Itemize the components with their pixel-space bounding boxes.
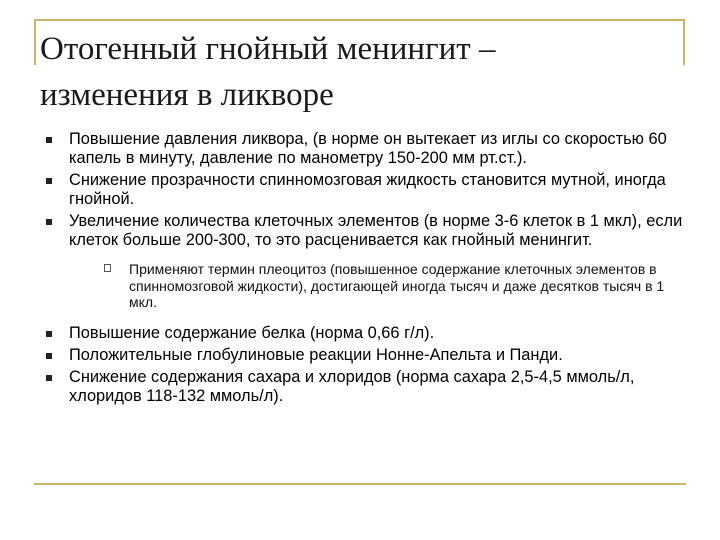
bullet-text: Увеличение количества клеточных элементов (в норме 3-6 клеток в 1 мкл), если клеток больше 200-300, то это расценивается как гнойный менингит. xyxy=(69,212,683,249)
bullet-item-pressure xyxy=(43,130,683,168)
bullet-text: Снижение содержания сахара и хлоридов (норма сахара 2,5-4,5 ммоль/л, хлоридов 118-132 ммоль/л). xyxy=(69,367,635,405)
bullet-item-transparency xyxy=(43,171,683,209)
square-bullet-icon xyxy=(46,219,52,225)
slide-title-line-1: Отогенный гнойный менингит – xyxy=(40,31,496,67)
bullet-text: Положительные глобулиновые реакции Нонне-Апельта и Панди. xyxy=(69,345,563,364)
square-bullet-icon xyxy=(46,137,52,143)
hollow-square-bullet-icon xyxy=(104,264,111,272)
bullet-text: Снижение прозрачности спинномозговая жидкость становится мутной, иногда гнойной. xyxy=(69,171,666,208)
square-bullet-icon xyxy=(46,178,52,184)
title-left-border xyxy=(34,19,36,65)
sub-bullet-text: Применяют термин плеоцитоз (повышенное содержание клеточных элементов в спинномозговой жидкости), достигающей иногда тысяч и даже десятков тысяч в 1 мкл. xyxy=(129,261,665,310)
sub-bullet-list xyxy=(69,261,683,311)
square-bullet-icon xyxy=(46,375,52,381)
bullet-item-sugar-chlorides xyxy=(43,368,683,406)
title-top-border xyxy=(34,19,684,21)
bullet-item-globulin-reactions xyxy=(43,346,683,365)
bullet-list xyxy=(43,130,683,409)
square-bullet-icon xyxy=(46,353,52,359)
bullet-item-protein xyxy=(43,324,683,343)
slide-title xyxy=(40,26,690,118)
square-bullet-icon xyxy=(46,331,52,337)
slide-title-line-2: изменения в ликворе xyxy=(40,77,334,113)
bullet-text: Повышение давления ликвора, (в норме он вытекает из иглы со скоростью 60 капель в минуту, давление по манометру 150-200 мм рт.ст.). xyxy=(69,130,667,167)
sub-bullet-item-pleocytosis xyxy=(69,261,683,311)
footer-divider xyxy=(34,483,686,485)
bullet-item-cell-count xyxy=(43,212,683,311)
bullet-text: Повышение содержание белка (норма 0,66 г/л). xyxy=(69,323,435,342)
